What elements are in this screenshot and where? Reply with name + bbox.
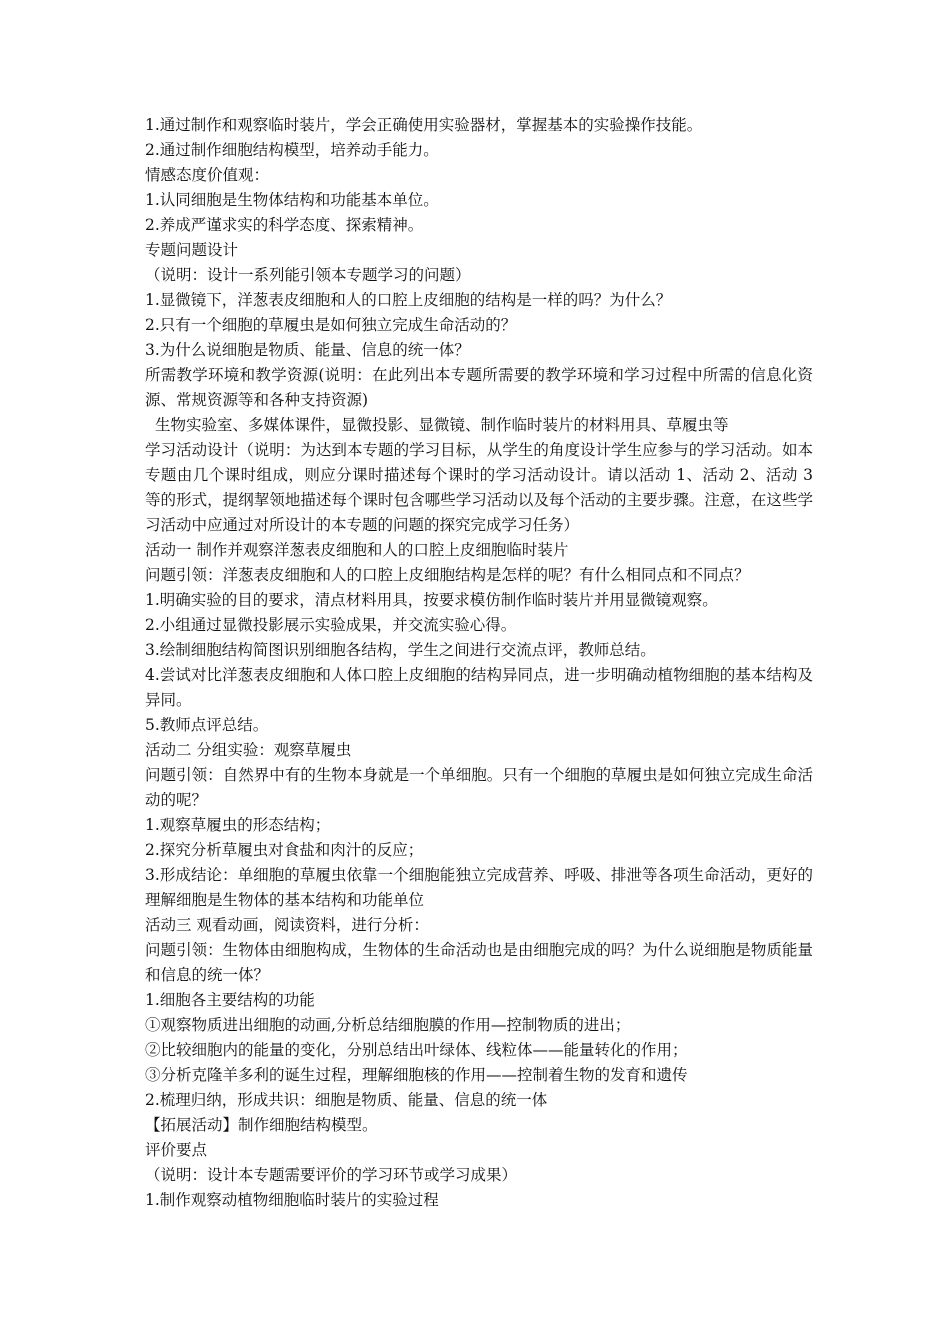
text-line: 2.养成严谨求实的科学态度、探索精神。	[145, 216, 424, 234]
section-heading: 学习活动设计（说明：为达到本专题的学习目标，从学生的角度设计学生应参与的学习活动。如本专题由几个课时组成，则应分课时描述每个课时的学习活动设计。请以活动 1、活动 2、活动 3 等的形式，提纲挈领地描述每个课时包含哪些学习活动以及每个活动的主要步骤。注意，在这些学习活动中应通过对所设计的本专题的问题的探究完成学习任务）	[145, 441, 813, 534]
text-line: 4.尝试对比洋葱表皮细胞和人体口腔上皮细胞的结构异同点，进一步明确动植物细胞的基本结构及异同。	[145, 666, 813, 709]
text-line: 1.明确实验的目的要求，清点材料用具，按要求模仿制作临时装片并用显微镜观察。	[145, 591, 718, 609]
section-heading: 情感态度价值观：	[145, 166, 270, 184]
text-line: 2.探究分析草履虫对食盐和肉汁的反应；	[145, 841, 424, 859]
text-line: 问题引领：自然界中有的生物本身就是一个单细胞。只有一个细胞的草履虫是如何独立完成生命活动的呢？	[145, 766, 813, 809]
text-line: 2.小组通过显微投影展示实验成果，并交流实验心得。	[145, 616, 517, 634]
activity-title: 活动二 分组实验：观察草履虫	[145, 741, 352, 759]
text-line: 问题引领：生物体由细胞构成，生物体的生命活动也是由细胞完成的吗？为什么说细胞是物质能量和信息的统一体？	[145, 941, 813, 984]
text-line: 2.通过制作细胞结构模型，培养动手能力。	[145, 141, 439, 159]
note-line: （说明：设计一系列能引领本专题学习的问题）	[145, 266, 471, 284]
text-line: 3.形成结论：单细胞的草履虫依靠一个细胞能独立完成营养、呼吸、排泄等各项生命活动，更好的理解细胞是生物体的基本结构和功能单位	[145, 866, 813, 909]
activity-title: 活动一 制作并观察洋葱表皮细胞和人的口腔上皮细胞临时装片	[145, 541, 569, 559]
text-line: 【拓展活动】制作细胞结构模型。	[145, 1116, 378, 1134]
text-line: 1.细胞各主要结构的功能	[145, 991, 315, 1009]
note-line: （说明：设计本专题需要评价的学习环节或学习成果）	[145, 1166, 518, 1184]
text-line: 1.显微镜下，洋葱表皮细胞和人的口腔上皮细胞的结构是一样的吗？为什么？	[145, 291, 672, 309]
activity-title: 活动三 观看动画，阅读资料，进行分析：	[145, 916, 429, 934]
text-line: 2.只有一个细胞的草履虫是如何独立完成生命活动的？	[145, 316, 517, 334]
section-heading: 评价要点	[145, 1141, 208, 1159]
text-line: ②比较细胞内的能量的变化，分别总结出叶绿体、线粒体——能量转化的作用；	[145, 1041, 688, 1059]
text-line: 2.梳理归纳，形成共识：细胞是物质、能量、信息的统一体	[145, 1091, 548, 1109]
text-line: 1.观察草履虫的形态结构；	[145, 816, 331, 834]
section-heading: 专题问题设计	[145, 241, 239, 259]
document-body	[145, 113, 813, 1213]
text-line: 问题引领：洋葱表皮细胞和人的口腔上皮细胞结构是怎样的呢？有什么相同点和不同点？	[145, 566, 750, 584]
text-line: 生物实验室、多媒体课件，显微投影、显微镜、制作临时装片的材料用具、草履虫等	[155, 416, 729, 434]
text-line: 1.认同细胞是生物体结构和功能基本单位。	[145, 191, 439, 209]
text-line: ①观察物质进出细胞的动画,分析总结细胞膜的作用—控制物质的进出；	[145, 1016, 631, 1034]
text-line: ③分析克隆羊多利的诞生过程，理解细胞核的作用——控制着生物的发育和遗传	[145, 1066, 688, 1084]
text-line: 1.通过制作和观察临时装片，学会正确使用实验器材，掌握基本的实验操作技能。	[145, 116, 703, 134]
section-heading: 所需教学环境和教学资源(说明：在此列出本专题所需要的教学环境和学习过程中所需的信息化资源、常规资源等和各种支持资源)	[145, 366, 813, 409]
text-line: 3.绘制细胞结构简图识别细胞各结构，学生之间进行交流点评，教师总结。	[145, 641, 656, 659]
text-line: 3.为什么说细胞是物质、能量、信息的统一体？	[145, 341, 470, 359]
text-line: 1.制作观察动植物细胞临时装片的实验过程	[145, 1191, 439, 1209]
text-line: 5.教师点评总结。	[145, 716, 269, 734]
